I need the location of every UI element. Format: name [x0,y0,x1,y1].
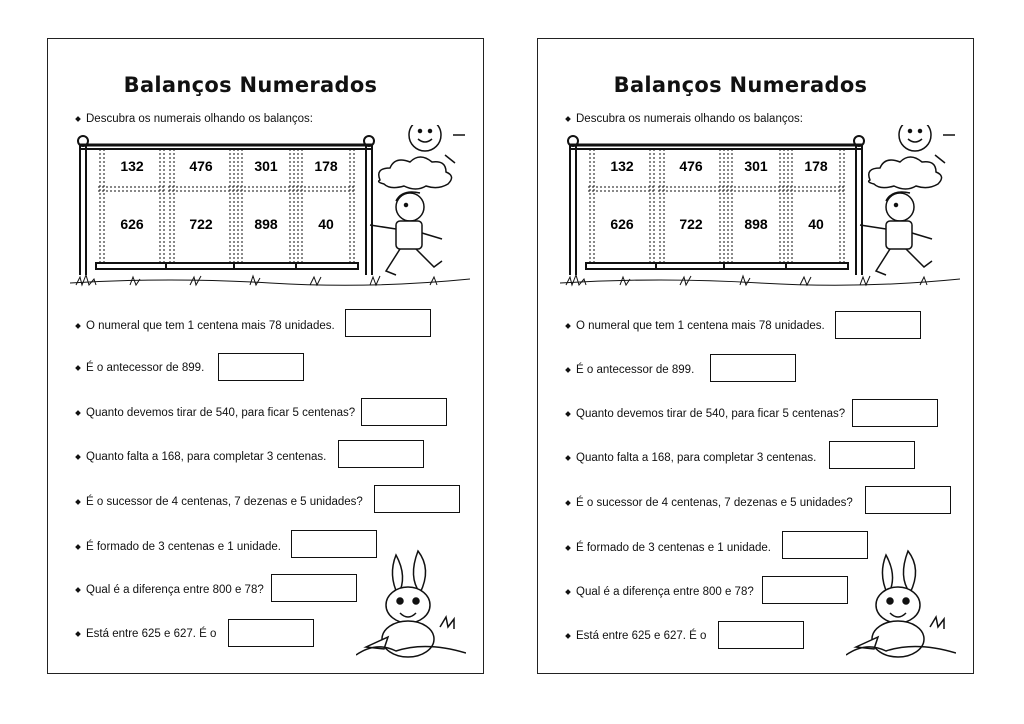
question [566,320,825,332]
question-text: Quanto devemos tirar de 540, para ficar 5 centenas? [86,407,356,419]
question-text: O numeral que tem 1 centena mais 78 unidades. [86,320,335,332]
bullet-icon [75,499,81,505]
bullet-icon [565,633,571,639]
swing-number: 301 [254,158,278,174]
bullet-icon [565,411,571,417]
bunny-illustration [846,547,956,659]
answer-box[interactable] [218,353,304,381]
question-text: É o sucessor de 4 centenas, 7 dezenas e 5 unidades? [576,497,853,509]
question-text: Quanto falta a 168, para completar 3 centenas. [86,451,327,463]
bullet-icon [75,587,81,593]
grass-icon [560,275,960,285]
bullet-icon [565,500,571,506]
question-text: É formado de 3 centenas e 1 unidade. [86,541,282,553]
bullet-icon [565,367,571,373]
question-text: É o sucessor de 4 centenas, 7 dezenas e 5 unidades? [86,496,363,508]
swing-number: 132 [120,158,144,174]
question [566,452,816,464]
answer-box[interactable] [338,440,424,468]
question [566,586,754,598]
swing-number: 722 [189,216,213,232]
bullet-icon [565,116,571,122]
bullet-icon [565,589,571,595]
question [76,320,335,332]
bullet-icon [75,365,81,371]
swing-number: 178 [314,158,338,174]
question [566,542,771,554]
question-text: Quanto devemos tirar de 540, para ficar 5 centenas? [576,408,846,420]
question [566,408,845,420]
swing-number: 898 [254,216,278,232]
swing-number: 898 [744,216,768,232]
bullet-icon [75,631,81,637]
swing-number: 722 [679,216,703,232]
sun-icon [885,125,955,163]
worksheet-right [537,38,974,674]
question [76,584,264,596]
boy-illustration [860,192,932,275]
cloud-icon [869,157,942,189]
answer-box[interactable] [852,399,938,427]
question-text: Qual é a diferença entre 800 e 78? [86,584,264,596]
question [76,451,326,463]
question-text: Está entre 625 e 627. É o [86,628,217,640]
question-text: O numeral que tem 1 centena mais 78 unidades. [576,320,825,332]
swing-number: 626 [610,216,634,232]
answer-box[interactable] [345,309,431,337]
bullet-icon [75,116,81,122]
answer-box[interactable] [710,354,796,382]
swing-number: 40 [808,216,824,232]
swing-number: 132 [610,158,634,174]
bullet-icon [75,454,81,460]
swing-number: 301 [744,158,768,174]
answer-box[interactable] [718,621,804,649]
cloud-icon [379,157,452,189]
question [76,407,355,419]
boy-illustration [370,192,442,275]
question [76,362,204,374]
answer-box[interactable] [835,311,921,339]
instruction-text: Descubra os numerais olhando os balanços: [86,113,313,125]
question [76,628,216,640]
answer-box[interactable] [271,574,357,602]
swings-illustration [560,125,960,305]
instruction-text: Descubra os numerais olhando os balanços: [576,113,803,125]
swing-number: 476 [679,158,703,174]
bullet-icon [565,323,571,329]
answer-box[interactable] [374,485,460,513]
worksheet-title: Balanços Numerados [613,73,868,97]
instruction [76,113,313,125]
question [76,541,281,553]
bullet-icon [75,410,81,416]
grass-icon [70,275,470,285]
question-text: É o antecessor de 899. [576,364,695,376]
swing-number: 40 [318,216,334,232]
bullet-icon [75,544,81,550]
bunny-illustration [356,547,466,659]
answer-box[interactable] [865,486,951,514]
bullet-icon [565,545,571,551]
question-text: É formado de 3 centenas e 1 unidade. [576,542,772,554]
bullet-icon [75,323,81,329]
instruction [566,113,803,125]
swing-number: 178 [804,158,828,174]
answer-box[interactable] [228,619,314,647]
answer-box[interactable] [762,576,848,604]
question [566,630,706,642]
question [566,497,853,509]
question [566,364,694,376]
question-text: É o antecessor de 899. [86,362,205,374]
answer-box[interactable] [829,441,915,469]
answer-box[interactable] [361,398,447,426]
sun-icon [395,125,465,163]
swing-number: 626 [120,216,144,232]
question-text: Está entre 625 e 627. É o [576,630,707,642]
worksheet-title: Balanços Numerados [123,73,378,97]
question-text: Qual é a diferença entre 800 e 78? [576,586,754,598]
swing-number: 476 [189,158,213,174]
question-text: Quanto falta a 168, para completar 3 centenas. [576,452,817,464]
swings-illustration [70,125,470,305]
question [76,496,363,508]
worksheet-left [47,38,484,674]
bullet-icon [565,455,571,461]
